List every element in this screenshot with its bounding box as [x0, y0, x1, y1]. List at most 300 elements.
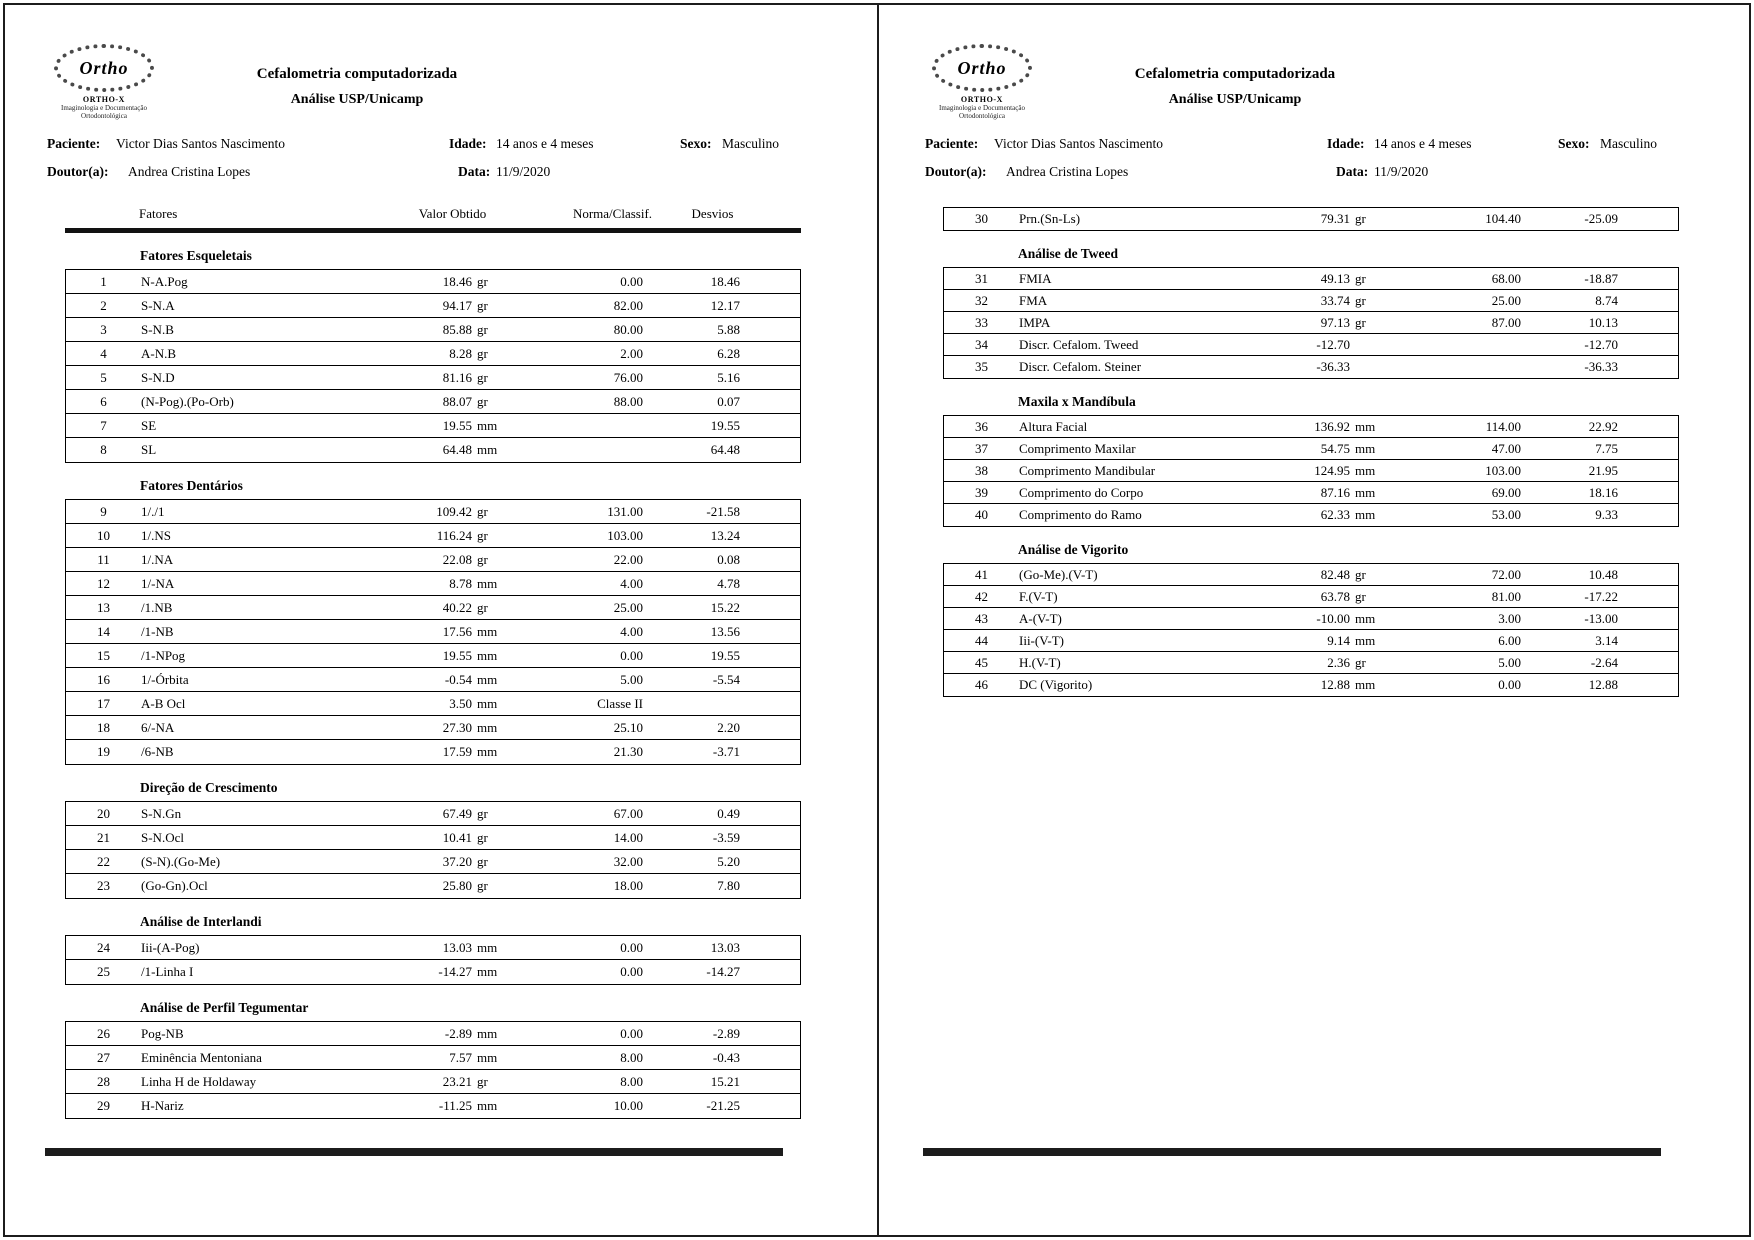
row-number: 1	[100, 273, 107, 289]
report-page-2	[878, 0, 1754, 1240]
factor-desvio: 21.95	[1588, 462, 1618, 478]
factor-norma: 21.30	[613, 744, 643, 759]
table-row	[66, 826, 800, 850]
logo-line3: Ortodontológica	[81, 112, 127, 120]
factor-norma: 0.00	[1498, 677, 1521, 692]
page-divider	[877, 3, 879, 1237]
factor-value: 85.88	[442, 321, 472, 337]
logo-name: Ortho	[957, 57, 1007, 78]
table-row	[66, 270, 800, 294]
sections-container	[65, 233, 801, 1119]
factor-name: (S-N).(Go-Me)	[141, 853, 221, 869]
factor-desvio: 3.14	[1595, 632, 1618, 648]
table-row	[66, 1070, 800, 1094]
factor-value: 109.42	[436, 503, 472, 519]
patient-name: Victor Dias Santos Nascimento	[994, 136, 1164, 151]
factor-name: Comprimento do Ramo	[1019, 507, 1142, 522]
table-row	[66, 390, 800, 414]
factor-unit: mm	[1355, 440, 1376, 456]
factor-unit: mm	[477, 964, 498, 979]
factor-unit: gr	[1355, 654, 1366, 670]
patient-label: Paciente:	[47, 136, 101, 151]
table-row	[944, 334, 1678, 356]
row-number: 37	[975, 440, 988, 456]
factor-desvio: 13.56	[710, 623, 740, 639]
row-number: 38	[975, 462, 988, 478]
factor-norma: 14.00	[613, 829, 643, 845]
factor-desvio: 4.78	[717, 575, 740, 591]
factor-value: 82.48	[1320, 566, 1350, 582]
factor-name: /1.NB	[141, 599, 173, 615]
section-title: Maxila x Mandíbula	[1018, 394, 1136, 409]
factor-norma: 81.00	[1491, 588, 1521, 604]
factor-name: A-(V-T)	[1019, 610, 1062, 626]
table-row	[66, 644, 800, 668]
factor-name: S-N.D	[141, 369, 175, 385]
report-title: Cefalometria computadorizada	[256, 66, 458, 82]
factor-unit: gr	[477, 599, 488, 615]
table-row	[944, 482, 1678, 504]
row-number: 14	[97, 623, 110, 639]
factor-norma: 2.00	[620, 345, 643, 361]
factor-value: 2.36	[1327, 654, 1350, 670]
table-row	[944, 504, 1678, 526]
table-row	[66, 318, 800, 342]
table-row	[944, 460, 1678, 482]
row-number: 41	[975, 566, 988, 582]
title-block	[107, 66, 607, 108]
factor-norma: 25.00	[613, 599, 643, 615]
factor-name: DC (Vigorito)	[1019, 677, 1093, 692]
factor-unit: mm	[1355, 418, 1376, 434]
factor-unit: mm	[477, 575, 498, 591]
row-number: 2	[100, 297, 107, 313]
sex-value: Masculino	[722, 136, 779, 151]
column-header-desvios: Desvios	[691, 206, 734, 221]
factor-value: 33.74	[1320, 292, 1350, 308]
row-number: 24	[97, 939, 110, 955]
factor-value: -12.70	[1316, 336, 1350, 352]
table-row	[66, 414, 800, 438]
table-row	[66, 342, 800, 366]
factor-value: -14.27	[438, 964, 472, 979]
row-number: 34	[975, 336, 988, 352]
doctor-label: Doutor(a):	[925, 164, 987, 179]
factor-norma: 103.00	[1485, 462, 1521, 478]
factor-norma: 0.00	[620, 1025, 643, 1041]
factor-value: -10.00	[1316, 610, 1350, 626]
factor-unit: gr	[477, 878, 488, 893]
factor-unit: mm	[477, 647, 498, 663]
factor-value: 12.88	[1320, 677, 1350, 692]
date-label: Data:	[1336, 164, 1369, 179]
row-number: 27	[97, 1049, 110, 1065]
factor-norma: 0.00	[620, 939, 643, 955]
table-row	[66, 294, 800, 318]
factor-name: (Go-Gn).Ocl	[141, 878, 208, 893]
section-title: Fatores Dentários	[140, 478, 243, 493]
factor-unit: gr	[477, 297, 488, 313]
row-number: 6	[100, 393, 107, 409]
factor-value: 8.28	[449, 345, 472, 361]
factor-desvio: 0.08	[717, 551, 740, 567]
factor-norma: 131.00	[607, 503, 643, 519]
row-number: 11	[97, 551, 110, 567]
factor-unit: gr	[1355, 588, 1366, 604]
factor-name: 1/.NA	[141, 551, 174, 567]
factor-unit: mm	[1355, 677, 1376, 692]
factor-unit: gr	[477, 853, 488, 869]
table-row	[66, 960, 800, 984]
factor-norma: 0.00	[620, 273, 643, 289]
factor-value: 62.33	[1320, 507, 1350, 522]
row-number: 35	[975, 359, 988, 374]
factor-desvio: -21.58	[706, 503, 740, 519]
row-number: 30	[975, 211, 988, 226]
factor-unit: gr	[1355, 566, 1366, 582]
factor-unit: mm	[477, 442, 498, 457]
factor-value: 19.55	[442, 647, 472, 663]
factor-norma: 25.00	[1491, 292, 1521, 308]
factor-value: 3.50	[449, 695, 472, 711]
factor-unit: mm	[477, 671, 498, 687]
factor-norma: 18.00	[613, 878, 643, 893]
factor-value: 13.03	[442, 939, 472, 955]
table-row	[944, 438, 1678, 460]
factor-norma: 4.00	[620, 575, 643, 591]
row-number: 4	[100, 345, 107, 361]
factor-name: 1/.NS	[141, 527, 171, 543]
table-row	[944, 608, 1678, 630]
section-table	[65, 269, 801, 463]
factor-value: 49.13	[1320, 270, 1350, 286]
footer-bar	[45, 1148, 783, 1156]
table-row	[944, 630, 1678, 652]
factor-unit: mm	[1355, 507, 1376, 522]
section-title: Análise de Tweed	[1018, 246, 1119, 261]
factor-desvio: 15.22	[710, 599, 740, 615]
factor-desvio: -21.25	[706, 1098, 740, 1113]
factor-unit: gr	[477, 551, 488, 567]
factor-desvio: 7.75	[1595, 440, 1618, 456]
age-value: 14 anos e 4 meses	[496, 136, 594, 151]
factor-norma: 25.10	[613, 719, 643, 735]
section-table	[943, 267, 1679, 379]
factor-norma: 10.00	[613, 1098, 643, 1113]
factor-name: 1/./1	[141, 503, 165, 519]
factor-desvio: 5.20	[717, 853, 740, 869]
factor-unit: gr	[477, 1073, 488, 1089]
factor-norma: 114.00	[1485, 418, 1521, 434]
factor-value: 64.48	[442, 442, 472, 457]
table-row	[66, 1094, 800, 1118]
factor-name: 6/-NA	[141, 719, 175, 735]
factor-unit: mm	[1355, 484, 1376, 500]
row-number: 8	[100, 442, 107, 457]
factor-value: 94.17	[442, 297, 472, 313]
table-row	[66, 1046, 800, 1070]
factor-unit: mm	[477, 1098, 498, 1113]
factor-unit: mm	[477, 1049, 498, 1065]
logo-subtitle: ORTHO-X	[82, 95, 126, 104]
factor-name: /1-NPog	[141, 647, 186, 663]
factor-unit: gr	[477, 527, 488, 543]
table-row	[66, 692, 800, 716]
factor-name: Comprimento do Corpo	[1019, 484, 1144, 500]
factor-name: /1-Linha I	[141, 964, 194, 979]
factor-desvio: 10.13	[1588, 314, 1618, 330]
factor-name: 1/-NA	[141, 575, 175, 591]
factor-desvio: -36.33	[1584, 359, 1618, 374]
factor-name: S-N.Gn	[141, 805, 182, 821]
factor-value: 116.24	[436, 527, 472, 543]
factor-norma: 8.00	[620, 1073, 643, 1089]
report-subtitle: Análise USP/Unicamp	[290, 92, 424, 107]
factor-name: F.(V-T)	[1019, 588, 1058, 604]
factor-desvio: -25.09	[1584, 211, 1618, 226]
factor-unit: mm	[477, 719, 498, 735]
table-row	[66, 850, 800, 874]
row-number: 44	[975, 632, 988, 648]
factor-name: SL	[141, 442, 157, 457]
factor-norma: Classe II	[597, 695, 643, 711]
row-number: 43	[975, 610, 988, 626]
factor-desvio: -18.87	[1584, 270, 1618, 286]
factor-unit: gr	[477, 503, 488, 519]
title-block	[985, 66, 1485, 108]
factor-unit: gr	[477, 829, 488, 845]
factor-name: Iii-(V-T)	[1019, 632, 1065, 648]
row-number: 40	[975, 507, 988, 522]
section-table	[65, 801, 801, 899]
table-row	[944, 564, 1678, 586]
factor-desvio: -17.22	[1584, 588, 1618, 604]
patient-label: Paciente:	[925, 136, 979, 151]
factor-norma: 22.00	[613, 551, 643, 567]
row-number: 29	[97, 1098, 110, 1113]
logo-line2: Imaginologia e Documentação	[61, 104, 147, 112]
factor-name: Eminência Mentoniana	[141, 1049, 262, 1065]
table-row	[66, 740, 800, 764]
row-number: 9	[100, 503, 107, 519]
factor-value: -11.25	[438, 1098, 472, 1113]
factor-value: 54.75	[1320, 440, 1350, 456]
factor-desvio: -5.54	[712, 671, 740, 687]
doctor-name: Andrea Cristina Lopes	[128, 164, 251, 179]
factor-name: FMA	[1019, 292, 1048, 308]
row-number: 18	[97, 719, 110, 735]
factor-value: -0.54	[444, 671, 472, 687]
factor-value: 17.56	[442, 623, 472, 639]
table-row	[944, 312, 1678, 334]
table-row	[944, 674, 1678, 696]
factor-desvio: 12.17	[710, 297, 740, 313]
factor-value: 27.30	[442, 719, 472, 735]
row-number: 22	[97, 853, 110, 869]
sections-container	[943, 207, 1679, 697]
factor-desvio: 13.03	[710, 939, 740, 955]
factor-desvio: 2.20	[717, 719, 740, 735]
factor-desvio: 15.21	[710, 1073, 740, 1089]
table-row	[944, 586, 1678, 608]
table-row	[944, 416, 1678, 438]
row-number: 46	[975, 677, 988, 692]
table-row	[66, 802, 800, 826]
factor-desvio: 12.88	[1588, 677, 1618, 692]
row-number: 32	[975, 292, 988, 308]
factor-desvio: -0.43	[712, 1049, 740, 1065]
factor-norma: 80.00	[613, 321, 643, 337]
factor-value: 40.22	[442, 599, 472, 615]
row-number: 21	[97, 829, 110, 845]
table-row	[944, 268, 1678, 290]
row-number: 28	[97, 1073, 110, 1089]
factor-unit: gr	[477, 805, 488, 821]
row-number: 42	[975, 588, 988, 604]
factor-name: FMIA	[1019, 270, 1052, 286]
factor-desvio: -14.27	[706, 964, 740, 979]
factor-value: 9.14	[1327, 632, 1350, 648]
factor-norma: 82.00	[613, 297, 643, 313]
table-row	[66, 620, 800, 644]
factor-value: 81.16	[442, 369, 472, 385]
factor-value: 63.78	[1320, 588, 1350, 604]
factor-name: SE	[141, 417, 157, 433]
logo-subtitle: ORTHO-X	[960, 95, 1004, 104]
factor-norma: 47.00	[1491, 440, 1521, 456]
factor-name: Altura Facial	[1019, 418, 1088, 434]
row-number: 39	[975, 484, 988, 500]
section-table	[65, 1021, 801, 1119]
factor-name: S-N.Ocl	[141, 829, 184, 845]
factor-desvio: 10.48	[1588, 566, 1618, 582]
factor-desvio: 13.24	[710, 527, 740, 543]
factor-norma: 67.00	[613, 805, 643, 821]
factor-name: A-N.B	[141, 345, 177, 361]
factor-name: IMPA	[1019, 314, 1051, 330]
factor-desvio: -13.00	[1584, 610, 1618, 626]
factor-value: 7.57	[449, 1049, 472, 1065]
doctor-name: Andrea Cristina Lopes	[1006, 164, 1129, 179]
factor-name: Comprimento Maxilar	[1019, 440, 1136, 456]
factor-desvio: -2.64	[1590, 654, 1618, 670]
factor-norma: 5.00	[620, 671, 643, 687]
table-row	[944, 356, 1678, 378]
factor-norma: 104.40	[1485, 211, 1521, 226]
table-row	[66, 936, 800, 960]
factor-norma: 87.00	[1491, 314, 1521, 330]
row-number: 10	[97, 527, 110, 543]
section-table	[65, 935, 801, 985]
factor-unit: gr	[477, 393, 488, 409]
factor-value: 79.31	[1320, 211, 1350, 226]
section-table	[65, 499, 801, 765]
factor-name: Iii-(A-Pog)	[141, 939, 200, 955]
factor-norma: 4.00	[620, 623, 643, 639]
section-title: Análise de Interlandi	[140, 914, 262, 929]
age-label: Idade:	[449, 136, 487, 151]
logo-line2: Imaginologia e Documentação	[939, 104, 1025, 112]
table-row	[66, 438, 800, 462]
age-label: Idade:	[1327, 136, 1365, 151]
row-number: 15	[97, 647, 110, 663]
factor-norma: 88.00	[613, 393, 643, 409]
row-number: 36	[975, 418, 988, 434]
factor-unit: mm	[477, 939, 498, 955]
factor-norma: 0.00	[620, 647, 643, 663]
factor-desvio: 5.16	[717, 369, 740, 385]
factor-norma: 8.00	[620, 1049, 643, 1065]
factor-name: A-B Ocl	[141, 695, 186, 711]
factor-norma: 72.00	[1491, 566, 1521, 582]
factor-desvio: -3.71	[712, 744, 740, 759]
factor-unit: mm	[477, 744, 498, 759]
sex-label: Sexo:	[1558, 136, 1590, 151]
row-number: 19	[97, 744, 110, 759]
factor-name: H.(V-T)	[1019, 654, 1061, 670]
factor-desvio: 64.48	[710, 442, 740, 457]
factor-name: Comprimento Mandibular	[1019, 462, 1156, 478]
row-number: 25	[97, 964, 110, 979]
row-number: 16	[97, 671, 110, 687]
factor-desvio: 22.92	[1588, 418, 1618, 434]
factor-unit: mm	[477, 695, 498, 711]
factor-value: 136.92	[1314, 418, 1350, 434]
sex-label: Sexo:	[680, 136, 712, 151]
factor-desvio: -2.89	[712, 1025, 740, 1041]
table-row	[66, 548, 800, 572]
factor-norma: 68.00	[1491, 270, 1521, 286]
factor-norma: 0.00	[620, 964, 643, 979]
report-subtitle: Análise USP/Unicamp	[1168, 92, 1302, 107]
footer-bar	[923, 1148, 1661, 1156]
table-row	[944, 290, 1678, 312]
section-title: Direção de Crescimento	[140, 780, 278, 795]
factor-desvio: 0.07	[717, 393, 740, 409]
factor-name: H-Nariz	[141, 1098, 184, 1113]
factor-value: 10.41	[442, 829, 472, 845]
factor-unit: gr	[477, 273, 488, 289]
factor-desvio: 18.16	[1588, 484, 1618, 500]
factor-name: (Go-Me).(V-T)	[1019, 566, 1098, 582]
row-number: 5	[100, 369, 107, 385]
factor-norma: 6.00	[1498, 632, 1521, 648]
row-number: 12	[97, 575, 110, 591]
factor-desvio: 19.55	[710, 647, 740, 663]
date-value: 11/9/2020	[496, 164, 551, 179]
section-title: Fatores Esqueletais	[140, 248, 252, 263]
factor-norma: 103.00	[607, 527, 643, 543]
table-row	[66, 572, 800, 596]
table-row	[66, 668, 800, 692]
column-header-valor: Valor Obtido	[418, 206, 487, 221]
report-title: Cefalometria computadorizada	[1134, 66, 1336, 82]
logo-line3: Ortodontológica	[959, 112, 1005, 120]
factor-desvio: 9.33	[1595, 507, 1618, 522]
factor-name: S-N.A	[141, 297, 175, 313]
table-row	[66, 524, 800, 548]
factor-value: 124.95	[1314, 462, 1350, 478]
column-header-fatores: Fatores	[139, 206, 178, 221]
factor-name: S-N.B	[141, 321, 174, 337]
factor-value: 19.55	[442, 417, 472, 433]
factor-desvio: 18.46	[710, 273, 740, 289]
factor-name: (N-Pog).(Po-Orb)	[141, 393, 234, 409]
row-number: 45	[975, 654, 988, 670]
row-number: 26	[97, 1025, 110, 1041]
date-label: Data:	[458, 164, 491, 179]
table-row	[66, 1022, 800, 1046]
